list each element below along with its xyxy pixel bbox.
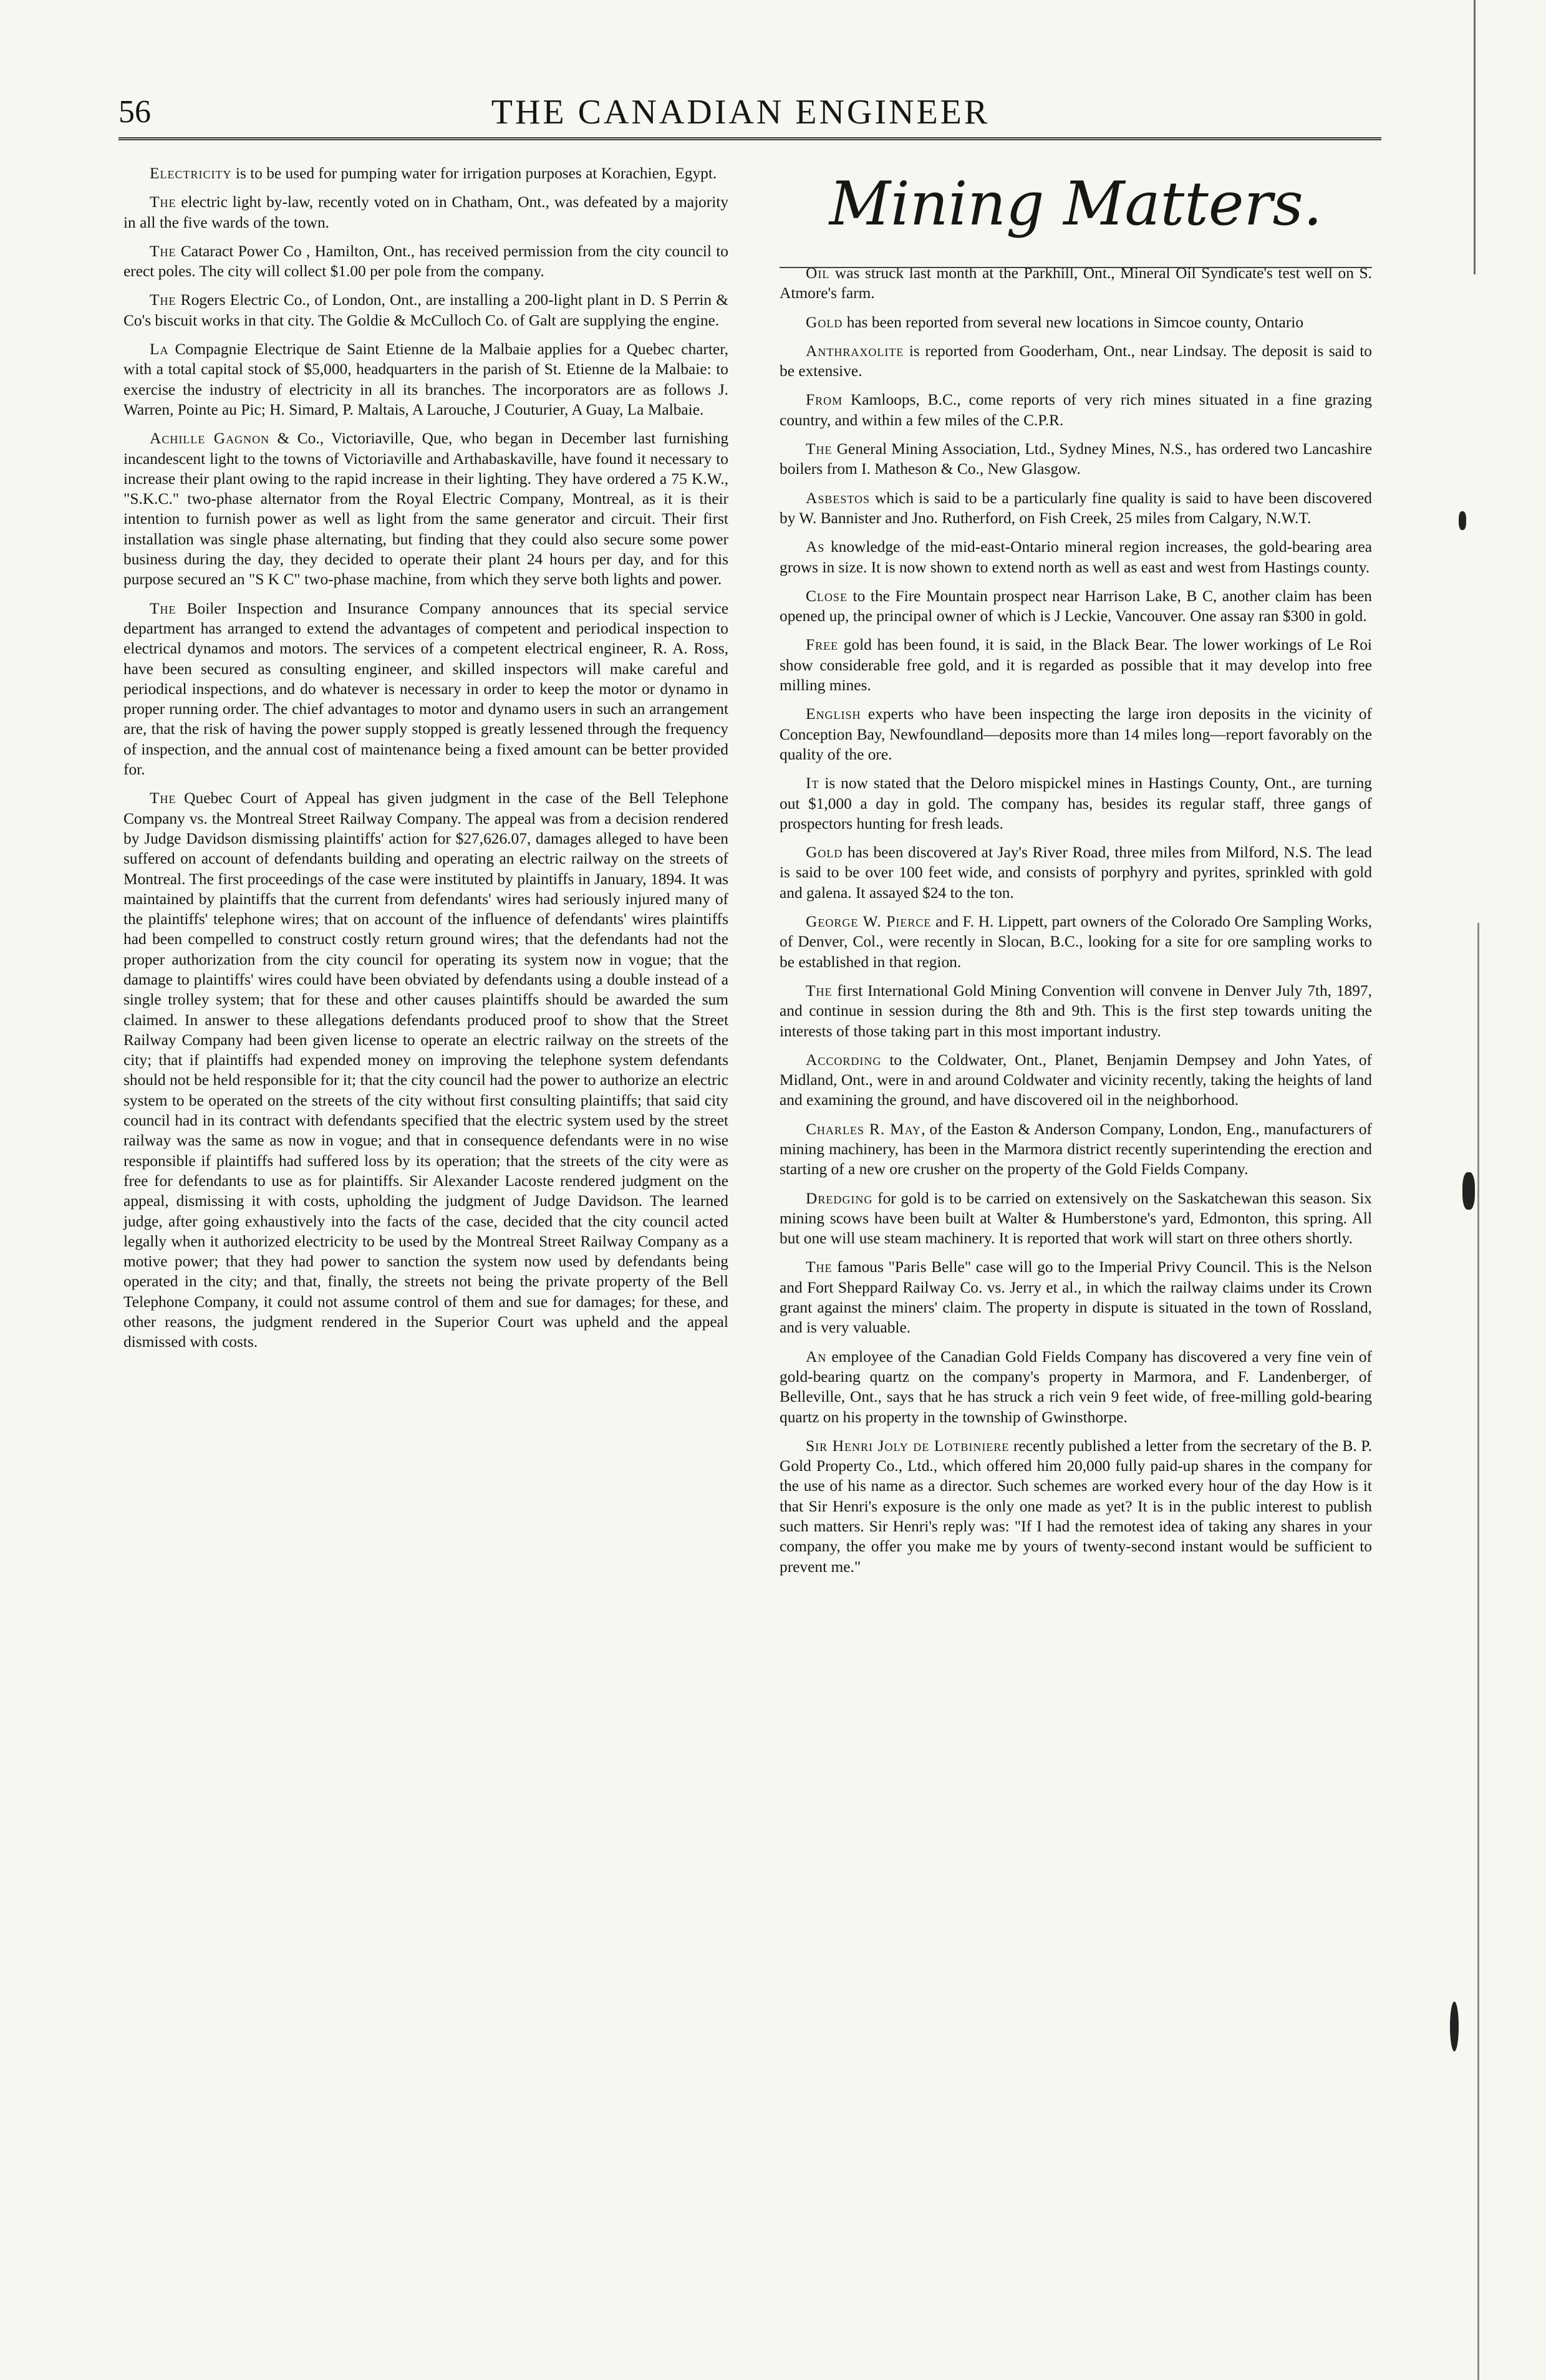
news-item [780, 488, 1372, 529]
paragraph-text: gold has been found, it is said, in the Black Bear. The lower workings of Le Roi show considerable free gold, and it is regarded as possible that it may develop into free milling mines. [780, 636, 1372, 695]
paragraph-text: is to be used for pumping water for irrigation purposes at Korachien, Egypt. [231, 165, 717, 182]
paragraph-text: Quebec Court of Appeal has given judgment in the case of the Bell Telephone Company vs. the Montreal Street Railway Company. The appeal was from a decision rendered by Judge Davidson dismissing plaintiffs' action for $27,626.07, damages alleged to have been suffered on account of defendants building and operating an electric railway on the streets of Montreal. The first proceedings of the case were instituted by plaintiffs in January, 1894. It was maintained by plaintiffs that the current from defendants' wires had seriously injured many of the plaintiffs' telephone wires; that on account of the influence of defendants' wires plaintiffs had been compelled to construct costly return ground wires; that the defendants had not the proper authorization from the city council for operating its system now in vogue; that the damage to plaintiffs' wires could have been obviated by defendants using a double instead of a single trolley system; that for these and other causes plaintiffs should be awarded the sum claimed. In answer to these allegations defendants produced proof to show that the Street Railway Company had been given license to operate an electric railway on the streets of the city; that if plaintiffs had expended money on improving the telephone system defendants should not be held responsible for it; that the city council had the power to authorize an electric system to be operated on the streets of the city without first consulting plaintiffs; that said city council had in its contract with defendants specified that the electric system used by the street railway was the same as now in vogue; and that in consequence defendants were in no wise responsible if plaintiffs had suffered loss by its operation; that the streets of the city were as free for defendants to use as for plaintiffs. Sir Alexander Lacoste rendered judgment on the appeal, dismissing it with costs, upholding the judgment of Judge Davidson. The learned judge, after going exhaustively into the facts of the case, decided that the city council acted legally when it authorized electricity to be used by the Montreal Street Railway Company as a motive power; that they had power to sanction the system now used by defendants being operated in the city; and that, finally, the streets not being the private property of the Bell Telephone Company, it could not assume control of them and sue for damages; for these, and other reasons, the judgment rendered in the Superior Court was upheld and the appeal dismissed with costs. [123, 789, 728, 1351]
article-paragraph [123, 163, 728, 183]
paragraph-lead: Asbestos [806, 489, 871, 507]
paragraph-lead: English [806, 705, 861, 723]
paragraph-text: & Co., Victoriaville, Que, who began in December last furnishing incandescent light to the towns of Victoriaville and Arthabaskaville, have found it necessary to increase their plant owing to the rapid increase in their lighting. They have ordered a 75 K.W., "S.K.C." two-phase alternator from the Royal Electric Company, Montreal, as it is their intention to furnish power as well as light from the same generator and circuit. Their first installation was single phase alternating, but finding that they could also secure some power business during the day, they decided to operate their plant 24 hours per day, and for this purpose secured an "S K C" two-phase machine, from which they serve both lights and power. [123, 430, 729, 589]
paragraph-text: to the Coldwater, Ont., Planet, Benjamin Dempsey and John Yates, of Midland, Ont., were in and around Coldwater and vicinity recently, taking the heights of land and examining the ground, and have discovered oil in the neighborhood. [780, 1051, 1372, 1109]
paragraph-lead: Charles R. May [806, 1120, 922, 1138]
news-item [780, 704, 1372, 764]
news-item [780, 912, 1372, 972]
scan-edge [1450, 0, 1519, 2380]
paragraph-lead: The [150, 789, 176, 807]
news-item [780, 1188, 1372, 1249]
paragraph-lead: George W. Pierce [806, 913, 932, 931]
paragraph-lead: Close [806, 587, 848, 605]
paragraph-lead: The [806, 440, 833, 458]
paragraph-text: which is said to be a particularly fine quality is said to have been discovered by W. Bannister and Jno. Rutherford, on Fish Creek, 25 miles from Calgary, N.W.T. [780, 489, 1372, 527]
article-paragraph [123, 788, 728, 1352]
paragraph-text: is reported from Gooderham, Ont., near Lindsay. The deposit is said to be extensive. [780, 342, 1372, 380]
paragraph-text: Rogers Electric Co., of London, Ont., are installing a 200-light plant in D. S Perrin & Co's biscuit works in that city. The Goldie & McCulloch Co. of Galt are supplying the engine. [123, 291, 728, 329]
paragraph-text: for gold is to be carried on extensively on the Saskatchewan this season. Six mining scows have been built at Walter & Humberstone's yard, Edmonton, this spring. All but one will use steam machinery. It is reported that work will start on three others shortly. [780, 1189, 1372, 1248]
paragraph-lead: Anthraxolite [806, 342, 904, 360]
paragraph-lead: From [806, 391, 843, 409]
article-paragraph [123, 428, 728, 589]
paragraph-lead: Dredging [806, 1189, 873, 1207]
paragraph-lead: Electricity [150, 165, 232, 182]
paragraph-text: Kamloops, B.C., come reports of very rich mines situated in a fine grazing country, and within a few miles of the C.P.R. [780, 391, 1372, 429]
paragraph-lead: Free [806, 636, 839, 654]
scan-mark [1459, 511, 1466, 530]
paragraph-lead: The [150, 242, 176, 260]
scan-edge-line [1477, 923, 1479, 2380]
news-item [780, 635, 1372, 695]
article-paragraph [123, 241, 728, 282]
section-heading: Mining Matters. [829, 169, 1323, 239]
left-column [123, 163, 728, 1361]
paragraph-lead: La [150, 340, 169, 359]
news-item [780, 312, 1372, 332]
right-column [780, 163, 1372, 1586]
paragraph-lead: The [806, 1258, 833, 1276]
paragraph-text: General Mining Association, Ltd., Sydney Mines, N.S., has ordered two Lancashire boilers from I. Matheson & Co., New Glasgow. [780, 440, 1372, 478]
paragraph-text: is now stated that the Deloro mispickel mines in Hastings County, Ont., are turning out $1,000 a day in gold. The company has, besides its regular staff, three gangs of prospectors hunting for fresh leads. [780, 774, 1372, 832]
paragraph-text: was struck last month at the Parkhill, Ont., Mineral Oil Syndicate's test well on S. Atmore's farm. [780, 264, 1372, 302]
news-item [780, 981, 1372, 1041]
paragraph-text: experts who have been inspecting the large iron deposits in the vicinity of Conception Bay, Newfoundland—deposits more than 14 miles long—report favorably on the quality of the ore. [780, 705, 1372, 763]
scan-edge-line [1474, 0, 1476, 274]
paragraph-lead: Achille Gagnon [150, 430, 270, 448]
paragraph-text: employee of the Canadian Gold Fields Company has discovered a very fine vein of gold-bearing quartz on the company's property in Marmora, and F. Landenberger, of Belleville, Ont., says that he has struck a rich vein 9 feet wide, of free-milling gold-bearing quartz on his property in the township of Gwinsthorpe. [780, 1347, 1372, 1426]
paragraph-text: , of the Easton & Anderson Company, London, Eng., manufacturers of mining machinery, has been in the Marmora district recently superintending the erection and starting of a new ore crusher on the property of the Gold Fields Company. [780, 1120, 1373, 1178]
paragraph-lead: It [806, 774, 819, 793]
scan-mark [1462, 1172, 1475, 1210]
news-item [780, 586, 1372, 627]
page-header [118, 90, 1363, 134]
paragraph-lead: The [150, 291, 176, 309]
news-item [780, 390, 1372, 430]
paragraph-text: has been reported from several new locations in Simcoe county, Ontario [843, 313, 1304, 331]
article-paragraph [123, 290, 728, 330]
paragraph-lead: The [150, 599, 176, 617]
news-item [780, 1119, 1372, 1180]
news-item [780, 773, 1372, 834]
news-item [780, 439, 1372, 479]
paragraph-lead: An [806, 1347, 827, 1366]
news-item [780, 842, 1372, 903]
article-paragraph [123, 339, 728, 420]
header-rule [118, 137, 1381, 140]
paragraph-text: knowledge of the mid-east-Ontario mineral region increases, the gold-bearing area grows in size. It is now shown to extend north as well as east and west from Hastings county. [780, 538, 1372, 576]
news-item [780, 1257, 1372, 1337]
paragraph-text: famous "Paris Belle" case will go to the Imperial Privy Council. This is the Nelson and Fort Sheppard Railway Co. vs. Jerry et al., in which the railway claims under its Crown grant against the miners' claim. The property in dispute is situated in the town of Rossland, and is very valuable. [780, 1258, 1372, 1337]
paragraph-lead: The [806, 981, 833, 1000]
paragraph-lead: According [806, 1051, 882, 1069]
news-item [780, 1347, 1372, 1427]
section-rule [780, 267, 1372, 268]
paragraph-lead: Gold [806, 844, 843, 862]
scan-mark [1450, 2002, 1459, 2051]
paragraph-lead: Sir Henri Joly de Lotbiniere [806, 1437, 1010, 1455]
paragraph-lead: As [806, 538, 825, 556]
news-item [780, 263, 1372, 304]
article-paragraph [123, 192, 728, 233]
paragraph-text: first International Gold Mining Convention will convene in Denver July 7th, 1897, and continue in session during the 8th and 9th. This is the first step towards uniting the interests of those taking part in this most important industry. [780, 981, 1372, 1040]
article-paragraph [123, 599, 728, 780]
paragraph-text: Cataract Power Co , Hamilton, Ont., has received permission from the city council to erect poles. The city will collect $1.00 per pole from the company. [123, 242, 728, 281]
paragraph-lead: Gold [806, 313, 843, 331]
news-item [780, 1050, 1372, 1111]
paragraph-text: Boiler Inspection and Insurance Company announces that its special service department has arranged to extend the advantages of competent and periodical inspection to electrical dynamos and motors. The services of a competent electrical engineer, R. A. Ross, have been secured as consulting engineer, and skilled inspectors will make careful and periodical inspections, and do whatever is necessary in order to keep the motor or dynamo in proper running order. The chief advantages to motor and dynamo users in such an arrangement are, that the risk of having the power supply stopped is greatly lessened through the frequency of inspection, and the annual cost of maintenance being a fixed amount can be better provided for. [123, 599, 728, 779]
paragraph-lead: The [150, 193, 176, 211]
paragraph-text: to the Fire Mountain prospect near Harrison Lake, B C, another claim has been opened up, the principal owner of which is J Leckie, Vancouver. One assay ran $300 in gold. [780, 587, 1372, 625]
paragraph-text: has been discovered at Jay's River Road, three miles from Milford, N.S. The lead is said to be over 100 feet wide, and consists of porphyry and pyrites, sprinkled with gold and galena. It assayed $24 to the ton. [780, 844, 1372, 902]
paragraph-text: electric light by-law, recently voted on in Chatham, Ont., was defeated by a majority in all the five wards of the town. [123, 193, 728, 231]
paragraph-lead: Oil [806, 264, 830, 282]
page-number: 56 [118, 94, 151, 130]
news-item [780, 1436, 1372, 1577]
paragraph-text: recently published a letter from the secretary of the B. P. Gold Property Co., Ltd., which offered him 20,000 fully paid-up shares in the company for the use of his name as a director. Such schemes are worked every hour of the day How is it that Sir Henri's exposure is the only one made as yet? It is in the public interest to publish such matters. Sir Henri's reply was: "If I had the remotest idea of taking any shares in your company, the offer you make me by yours of twenty-second instant would be sufficient to prevent me." [780, 1437, 1372, 1576]
paragraph-text: Compagnie Electrique de Saint Etienne de la Malbaie applies for a Quebec charter, with a total capital stock of $5,000, headquarters in the parish of St. Etienne de la Malbaie: to exercise the industry of electricity in all its branches. The incorporators are as follows J. Warren, Pointe au Pic; H. Simard, P. Maltais, A Larouche, J Couturier, A Guay, La Malbaie. [123, 340, 728, 418]
news-item [780, 341, 1372, 382]
journal-title: THE CANADIAN ENGINEER [491, 93, 990, 132]
news-item [780, 537, 1372, 577]
paragraph-text: and F. H. Lippett, part owners of the Colorado Ore Sampling Works, of Denver, Col., were recently in Slocan, B.C., looking for a site for ore sampling works to be established in that region. [780, 913, 1372, 971]
